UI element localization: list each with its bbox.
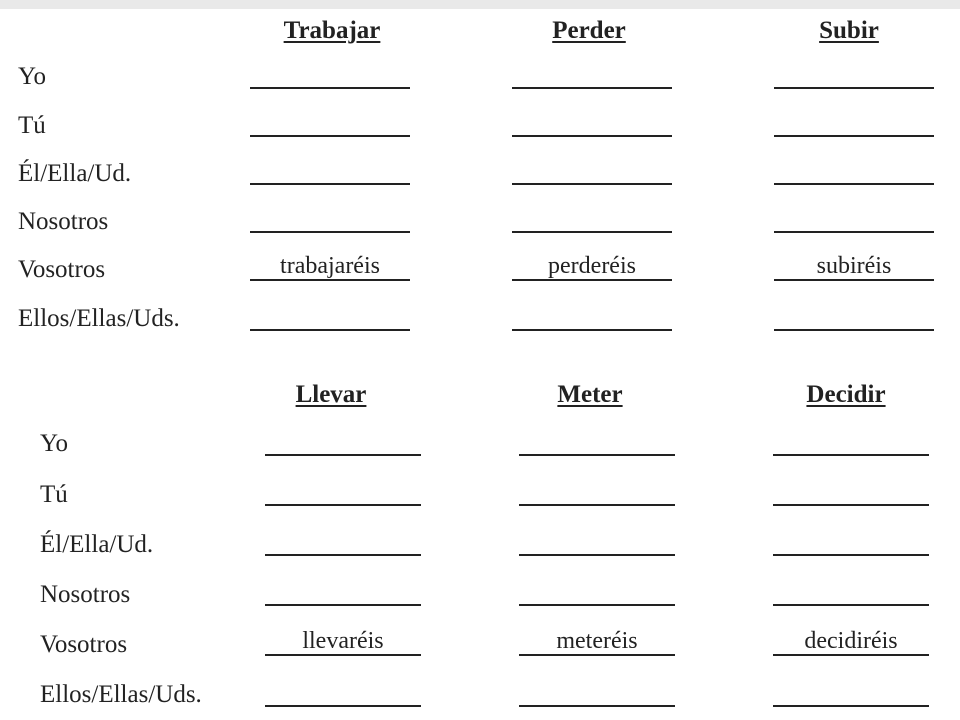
pronoun-ellos-ellas-uds: Ellos/Ellas/Uds. bbox=[18, 305, 180, 332]
answer-text: llevaréis bbox=[302, 628, 384, 654]
answer-blank[interactable] bbox=[265, 630, 421, 656]
verb-header-subir: Subir bbox=[819, 17, 879, 44]
pronoun-vosotros: Vosotros bbox=[40, 631, 128, 658]
answer-blank[interactable] bbox=[265, 430, 421, 456]
answer-blank[interactable] bbox=[773, 580, 929, 606]
answer-blank[interactable] bbox=[519, 580, 675, 606]
answer-text: decidiréis bbox=[804, 628, 898, 654]
verb-header-decidir: Decidir bbox=[806, 381, 886, 408]
answer-text: trabajaréis bbox=[280, 253, 380, 279]
answer-text: perderéis bbox=[548, 253, 636, 279]
answer-blank[interactable] bbox=[265, 580, 421, 606]
answer-text: subiréis bbox=[816, 253, 892, 279]
verb-header-trabajar: Trabajar bbox=[283, 17, 381, 44]
verb-header-perder: Perder bbox=[552, 17, 626, 44]
verb-header-meter: Meter bbox=[557, 381, 623, 408]
pronoun-nosotros: Nosotros bbox=[18, 208, 109, 235]
pronoun-nosotros: Nosotros bbox=[40, 581, 131, 608]
pronoun-ellos-ellas-uds: Ellos/Ellas/Uds. bbox=[40, 681, 202, 708]
answer-blank[interactable] bbox=[773, 530, 929, 556]
answer-blank[interactable] bbox=[519, 530, 675, 556]
pronoun-tu: Tú bbox=[40, 481, 68, 508]
pronoun-yo: Yo bbox=[18, 63, 47, 90]
answer-blank[interactable] bbox=[519, 480, 675, 506]
answer-blank[interactable] bbox=[519, 681, 675, 707]
answer-blank[interactable] bbox=[773, 480, 929, 506]
answer-blank[interactable] bbox=[773, 681, 929, 707]
answer-blank[interactable] bbox=[773, 430, 929, 456]
answer-text: meteréis bbox=[556, 628, 638, 654]
verb-header-llevar: Llevar bbox=[295, 381, 367, 408]
answer-blank[interactable] bbox=[773, 630, 929, 656]
pronoun-tu: Tú bbox=[18, 112, 46, 139]
answer-blank[interactable] bbox=[519, 630, 675, 656]
answer-blank[interactable] bbox=[519, 430, 675, 456]
pronoun-vosotros: Vosotros bbox=[18, 256, 106, 283]
answer-blank[interactable] bbox=[265, 681, 421, 707]
answer-blank[interactable] bbox=[265, 480, 421, 506]
pronoun-el-ella-ud: Él/Ella/Ud. bbox=[40, 531, 154, 558]
pronoun-el-ella-ud: Él/Ella/Ud. bbox=[18, 160, 132, 187]
answer-blank[interactable] bbox=[265, 530, 421, 556]
pronoun-yo: Yo bbox=[40, 430, 69, 457]
